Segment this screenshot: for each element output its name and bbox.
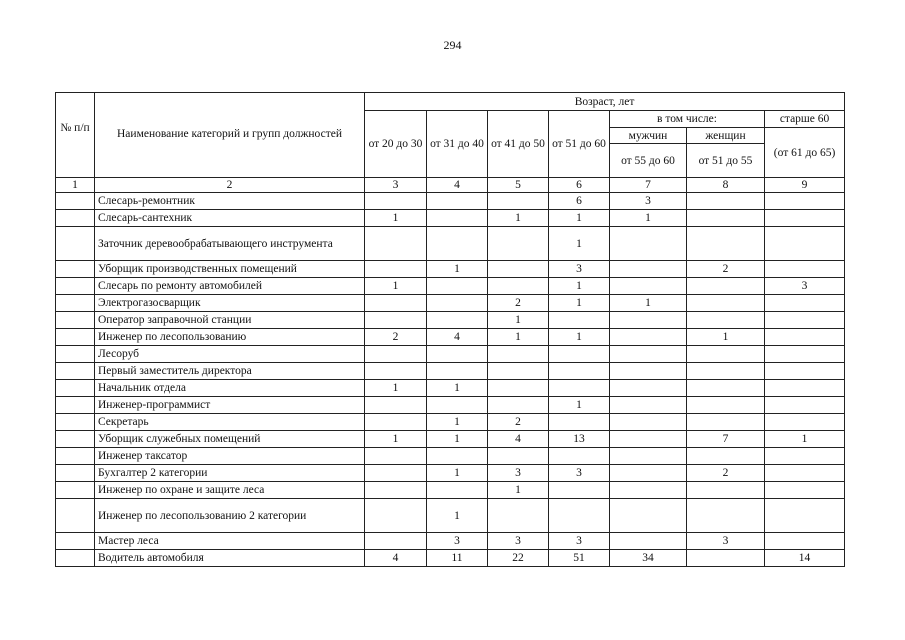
cell-c3	[365, 482, 427, 499]
cell-c5	[488, 397, 549, 414]
cell-c6: 1	[549, 210, 610, 227]
column-index-6: 6	[549, 178, 610, 193]
cell-c9	[765, 346, 845, 363]
cell-c4: 3	[427, 533, 488, 550]
cell-name: Оператор заправочной станции	[95, 312, 365, 329]
cell-c5	[488, 227, 549, 261]
cell-c4: 1	[427, 465, 488, 482]
cell-c7	[610, 482, 687, 499]
cell-c9	[765, 482, 845, 499]
cell-c7	[610, 465, 687, 482]
cell-num	[56, 329, 95, 346]
cell-c7	[610, 329, 687, 346]
cell-c9	[765, 533, 845, 550]
cell-c6: 1	[549, 295, 610, 312]
cell-num	[56, 363, 95, 380]
header-in-that-number: в том числе:	[610, 111, 765, 128]
cell-c8	[687, 346, 765, 363]
cell-c6	[549, 363, 610, 380]
cell-c5: 1	[488, 210, 549, 227]
cell-c6	[549, 482, 610, 499]
cell-c6	[549, 414, 610, 431]
header-name: Наименование категорий и групп должностей	[95, 93, 365, 178]
column-index-1: 1	[56, 178, 95, 193]
table-row	[56, 397, 845, 414]
table-row	[56, 210, 845, 227]
cell-c8	[687, 482, 765, 499]
table-row	[56, 465, 845, 482]
cell-c5	[488, 278, 549, 295]
cell-c5: 3	[488, 533, 549, 550]
cell-num	[56, 346, 95, 363]
column-index-5: 5	[488, 178, 549, 193]
table-row	[56, 448, 845, 465]
cell-c9	[765, 295, 845, 312]
cell-c3	[365, 346, 427, 363]
cell-c5	[488, 380, 549, 397]
cell-name: Начальник отдела	[95, 380, 365, 397]
cell-num	[56, 193, 95, 210]
cell-c8: 2	[687, 465, 765, 482]
cell-c4	[427, 227, 488, 261]
cell-c6	[549, 499, 610, 533]
cell-c9	[765, 210, 845, 227]
header-num: № п/п	[56, 93, 95, 178]
cell-name: Инженер-программист	[95, 397, 365, 414]
table-row	[56, 414, 845, 431]
staff-age-table	[55, 92, 845, 567]
cell-num	[56, 227, 95, 261]
cell-name: Инженер по охране и защите леса	[95, 482, 365, 499]
cell-c8	[687, 550, 765, 567]
header-age-31-40: от 31 до 40	[427, 111, 488, 178]
page-number: 294	[443, 38, 462, 52]
table-row	[56, 380, 845, 397]
cell-c9: 14	[765, 550, 845, 567]
cell-c3	[365, 465, 427, 482]
cell-c6	[549, 448, 610, 465]
cell-c5: 3	[488, 465, 549, 482]
cell-name: Бухгалтер 2 категории	[95, 465, 365, 482]
cell-c3: 1	[365, 278, 427, 295]
cell-num	[56, 261, 95, 278]
cell-c5	[488, 499, 549, 533]
cell-c4	[427, 363, 488, 380]
header-age-51-60: от 51 до 60	[549, 111, 610, 178]
header-age-20-30: от 20 до 30	[365, 111, 427, 178]
header-women: женщин	[687, 128, 765, 144]
cell-c7	[610, 448, 687, 465]
column-index-row	[56, 178, 845, 193]
cell-name: Первый заместитель директора	[95, 363, 365, 380]
cell-c5: 1	[488, 329, 549, 346]
cell-c7	[610, 261, 687, 278]
cell-c5	[488, 193, 549, 210]
cell-c8	[687, 363, 765, 380]
cell-c7	[610, 397, 687, 414]
table-row	[56, 499, 845, 533]
cell-c4	[427, 210, 488, 227]
cell-c4	[427, 312, 488, 329]
cell-c7: 34	[610, 550, 687, 567]
cell-c8: 1	[687, 329, 765, 346]
cell-c3: 1	[365, 431, 427, 448]
cell-num	[56, 397, 95, 414]
cell-c3: 1	[365, 380, 427, 397]
cell-c6: 1	[549, 329, 610, 346]
cell-c3: 4	[365, 550, 427, 567]
cell-c5	[488, 363, 549, 380]
cell-c5: 2	[488, 295, 549, 312]
table-row	[56, 227, 845, 261]
header-men-range: от 55 до 60	[610, 144, 687, 178]
cell-c7: 1	[610, 295, 687, 312]
cell-c3	[365, 414, 427, 431]
header-men: мужчин	[610, 128, 687, 144]
cell-num	[56, 278, 95, 295]
cell-c4	[427, 278, 488, 295]
cell-num	[56, 380, 95, 397]
cell-c3	[365, 193, 427, 210]
cell-c7	[610, 363, 687, 380]
cell-c6: 3	[549, 261, 610, 278]
table-body	[56, 193, 845, 567]
cell-num	[56, 499, 95, 533]
table-row	[56, 261, 845, 278]
cell-num	[56, 448, 95, 465]
cell-c8	[687, 295, 765, 312]
column-index-3: 3	[365, 178, 427, 193]
cell-c3: 2	[365, 329, 427, 346]
cell-name: Мастер леса	[95, 533, 365, 550]
cell-c8	[687, 380, 765, 397]
cell-c8: 2	[687, 261, 765, 278]
cell-c7: 3	[610, 193, 687, 210]
cell-c3	[365, 363, 427, 380]
cell-c7	[610, 414, 687, 431]
cell-c4	[427, 346, 488, 363]
column-index-8: 8	[687, 178, 765, 193]
cell-num	[56, 414, 95, 431]
table-row	[56, 431, 845, 448]
cell-c3	[365, 533, 427, 550]
cell-c9	[765, 465, 845, 482]
cell-c6: 6	[549, 193, 610, 210]
cell-c6	[549, 312, 610, 329]
cell-c6: 3	[549, 533, 610, 550]
cell-c6: 13	[549, 431, 610, 448]
header-women-range: от 51 до 55	[687, 144, 765, 178]
cell-c7	[610, 312, 687, 329]
cell-c3: 1	[365, 210, 427, 227]
cell-c9	[765, 312, 845, 329]
table-row	[56, 482, 845, 499]
cell-name: Секретарь	[95, 414, 365, 431]
table-row	[56, 550, 845, 567]
cell-name: Инженер по лесопользованию 2 категории	[95, 499, 365, 533]
cell-c9	[765, 363, 845, 380]
cell-c5: 1	[488, 312, 549, 329]
cell-c7	[610, 431, 687, 448]
cell-name: Инженер по лесопользованию	[95, 329, 365, 346]
cell-name: Слесарь-ремонтник	[95, 193, 365, 210]
cell-c4: 1	[427, 380, 488, 397]
cell-name: Слесарь-сантехник	[95, 210, 365, 227]
column-index-9: 9	[765, 178, 845, 193]
cell-c5: 2	[488, 414, 549, 431]
cell-c8	[687, 312, 765, 329]
cell-c5	[488, 448, 549, 465]
cell-c5	[488, 261, 549, 278]
cell-num	[56, 482, 95, 499]
cell-c3	[365, 397, 427, 414]
cell-c4: 1	[427, 414, 488, 431]
cell-c9	[765, 380, 845, 397]
cell-c8	[687, 414, 765, 431]
cell-c5: 1	[488, 482, 549, 499]
cell-c8	[687, 227, 765, 261]
cell-c8	[687, 397, 765, 414]
cell-c6	[549, 346, 610, 363]
cell-name: Уборщик производственных помещений	[95, 261, 365, 278]
cell-name: Инженер таксатор	[95, 448, 365, 465]
cell-c8: 7	[687, 431, 765, 448]
table-row	[56, 329, 845, 346]
cell-c6: 1	[549, 278, 610, 295]
cell-name: Уборщик служебных помещений	[95, 431, 365, 448]
cell-c7	[610, 499, 687, 533]
cell-c3	[365, 227, 427, 261]
cell-num	[56, 533, 95, 550]
cell-num	[56, 210, 95, 227]
table-row	[56, 533, 845, 550]
cell-c3	[365, 499, 427, 533]
header-age-41-50: от 41 до 50	[488, 111, 549, 178]
cell-c7	[610, 533, 687, 550]
cell-c9: 3	[765, 278, 845, 295]
cell-c4	[427, 448, 488, 465]
cell-c3	[365, 448, 427, 465]
cell-name: Лесоруб	[95, 346, 365, 363]
cell-c6: 1	[549, 397, 610, 414]
cell-c9	[765, 448, 845, 465]
cell-c4: 1	[427, 261, 488, 278]
column-index-7: 7	[610, 178, 687, 193]
cell-c3	[365, 295, 427, 312]
cell-c5	[488, 346, 549, 363]
cell-c4	[427, 295, 488, 312]
cell-num	[56, 431, 95, 448]
cell-num	[56, 550, 95, 567]
cell-c4	[427, 397, 488, 414]
cell-c8	[687, 499, 765, 533]
cell-name: Заточник деревообрабатывающего инструмента	[95, 227, 365, 261]
header-older-range: (от 61 до 65)	[765, 128, 845, 178]
cell-c9	[765, 261, 845, 278]
cell-c7: 1	[610, 210, 687, 227]
table-row	[56, 312, 845, 329]
cell-c7	[610, 346, 687, 363]
table-row	[56, 346, 845, 363]
cell-c5: 22	[488, 550, 549, 567]
cell-c8: 3	[687, 533, 765, 550]
cell-c9	[765, 414, 845, 431]
cell-c9	[765, 499, 845, 533]
cell-c7	[610, 278, 687, 295]
table-row	[56, 193, 845, 210]
table-row	[56, 278, 845, 295]
cell-c8	[687, 278, 765, 295]
cell-c4: 1	[427, 431, 488, 448]
header-age-group: Возраст, лет	[365, 93, 845, 111]
cell-name: Водитель автомобиля	[95, 550, 365, 567]
cell-name: Электрогазосварщик	[95, 295, 365, 312]
cell-c9	[765, 397, 845, 414]
cell-c4: 1	[427, 499, 488, 533]
cell-c8	[687, 210, 765, 227]
cell-num	[56, 465, 95, 482]
cell-c4: 11	[427, 550, 488, 567]
column-index-4: 4	[427, 178, 488, 193]
cell-c6	[549, 380, 610, 397]
cell-c8	[687, 193, 765, 210]
cell-c7	[610, 380, 687, 397]
table-row	[56, 295, 845, 312]
cell-num	[56, 295, 95, 312]
column-index-2: 2	[95, 178, 365, 193]
cell-name: Слесарь по ремонту автомобилей	[95, 278, 365, 295]
cell-num	[56, 312, 95, 329]
cell-c6: 3	[549, 465, 610, 482]
cell-c9	[765, 227, 845, 261]
cell-c5: 4	[488, 431, 549, 448]
cell-c4	[427, 482, 488, 499]
cell-c6: 51	[549, 550, 610, 567]
cell-c7	[610, 227, 687, 261]
cell-c9	[765, 329, 845, 346]
cell-c4	[427, 193, 488, 210]
table-row	[56, 363, 845, 380]
cell-c8	[687, 448, 765, 465]
header-older-60: старше 60	[765, 111, 845, 128]
cell-c6: 1	[549, 227, 610, 261]
cell-c9: 1	[765, 431, 845, 448]
cell-c3	[365, 261, 427, 278]
cell-c4: 4	[427, 329, 488, 346]
cell-c3	[365, 312, 427, 329]
cell-c9	[765, 193, 845, 210]
